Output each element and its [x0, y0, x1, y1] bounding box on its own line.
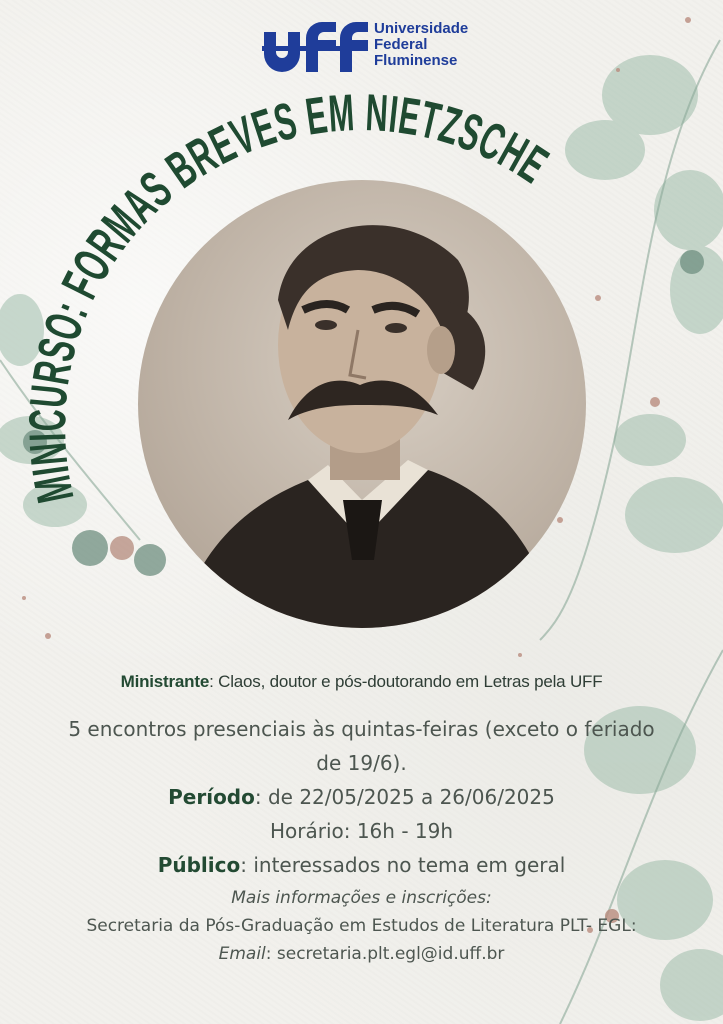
email-line [60, 940, 663, 968]
logo-line-1: Universidade [374, 20, 469, 37]
instructor-line [0, 672, 723, 692]
portrait-photo [138, 180, 586, 628]
contact-heading: Mais informações e inscrições: [231, 888, 492, 908]
instructor-label: Ministrante [120, 672, 210, 691]
instructor-text: : Claos, doutor e pós-doutorando em Letras pela UFF [209, 672, 603, 691]
period-value: : de 22/05/2025 a 26/06/2025 [254, 785, 555, 809]
logo-line-2: Federal [374, 36, 428, 53]
contact-info [60, 884, 663, 968]
audience-label: Público [157, 853, 241, 877]
audience-value: : interessados no tema em geral [240, 853, 566, 877]
period-line [60, 780, 663, 814]
contact-office: Secretaria da Pós-Graduação em Estudos de Literatura PLT- EGL: [86, 916, 637, 936]
email-label: Email [218, 944, 266, 964]
audience-line [60, 848, 663, 882]
logo-line-3: Fluminense [374, 52, 458, 69]
course-details [60, 712, 663, 882]
email-value[interactable]: : secretaria.plt.egl@id.uff.br [265, 944, 505, 964]
portrait-nietzsche [138, 180, 586, 628]
schedule-text: 5 encontros presenciais às quintas-feiras (exceto o feriado de 19/6). [68, 717, 655, 775]
period-label: Período [168, 785, 255, 809]
time-line: Horário: 16h - 19h [269, 819, 454, 843]
page-title: MINICURSO: FORMAS BREVES EM NIETZSCHE [18, 82, 571, 508]
